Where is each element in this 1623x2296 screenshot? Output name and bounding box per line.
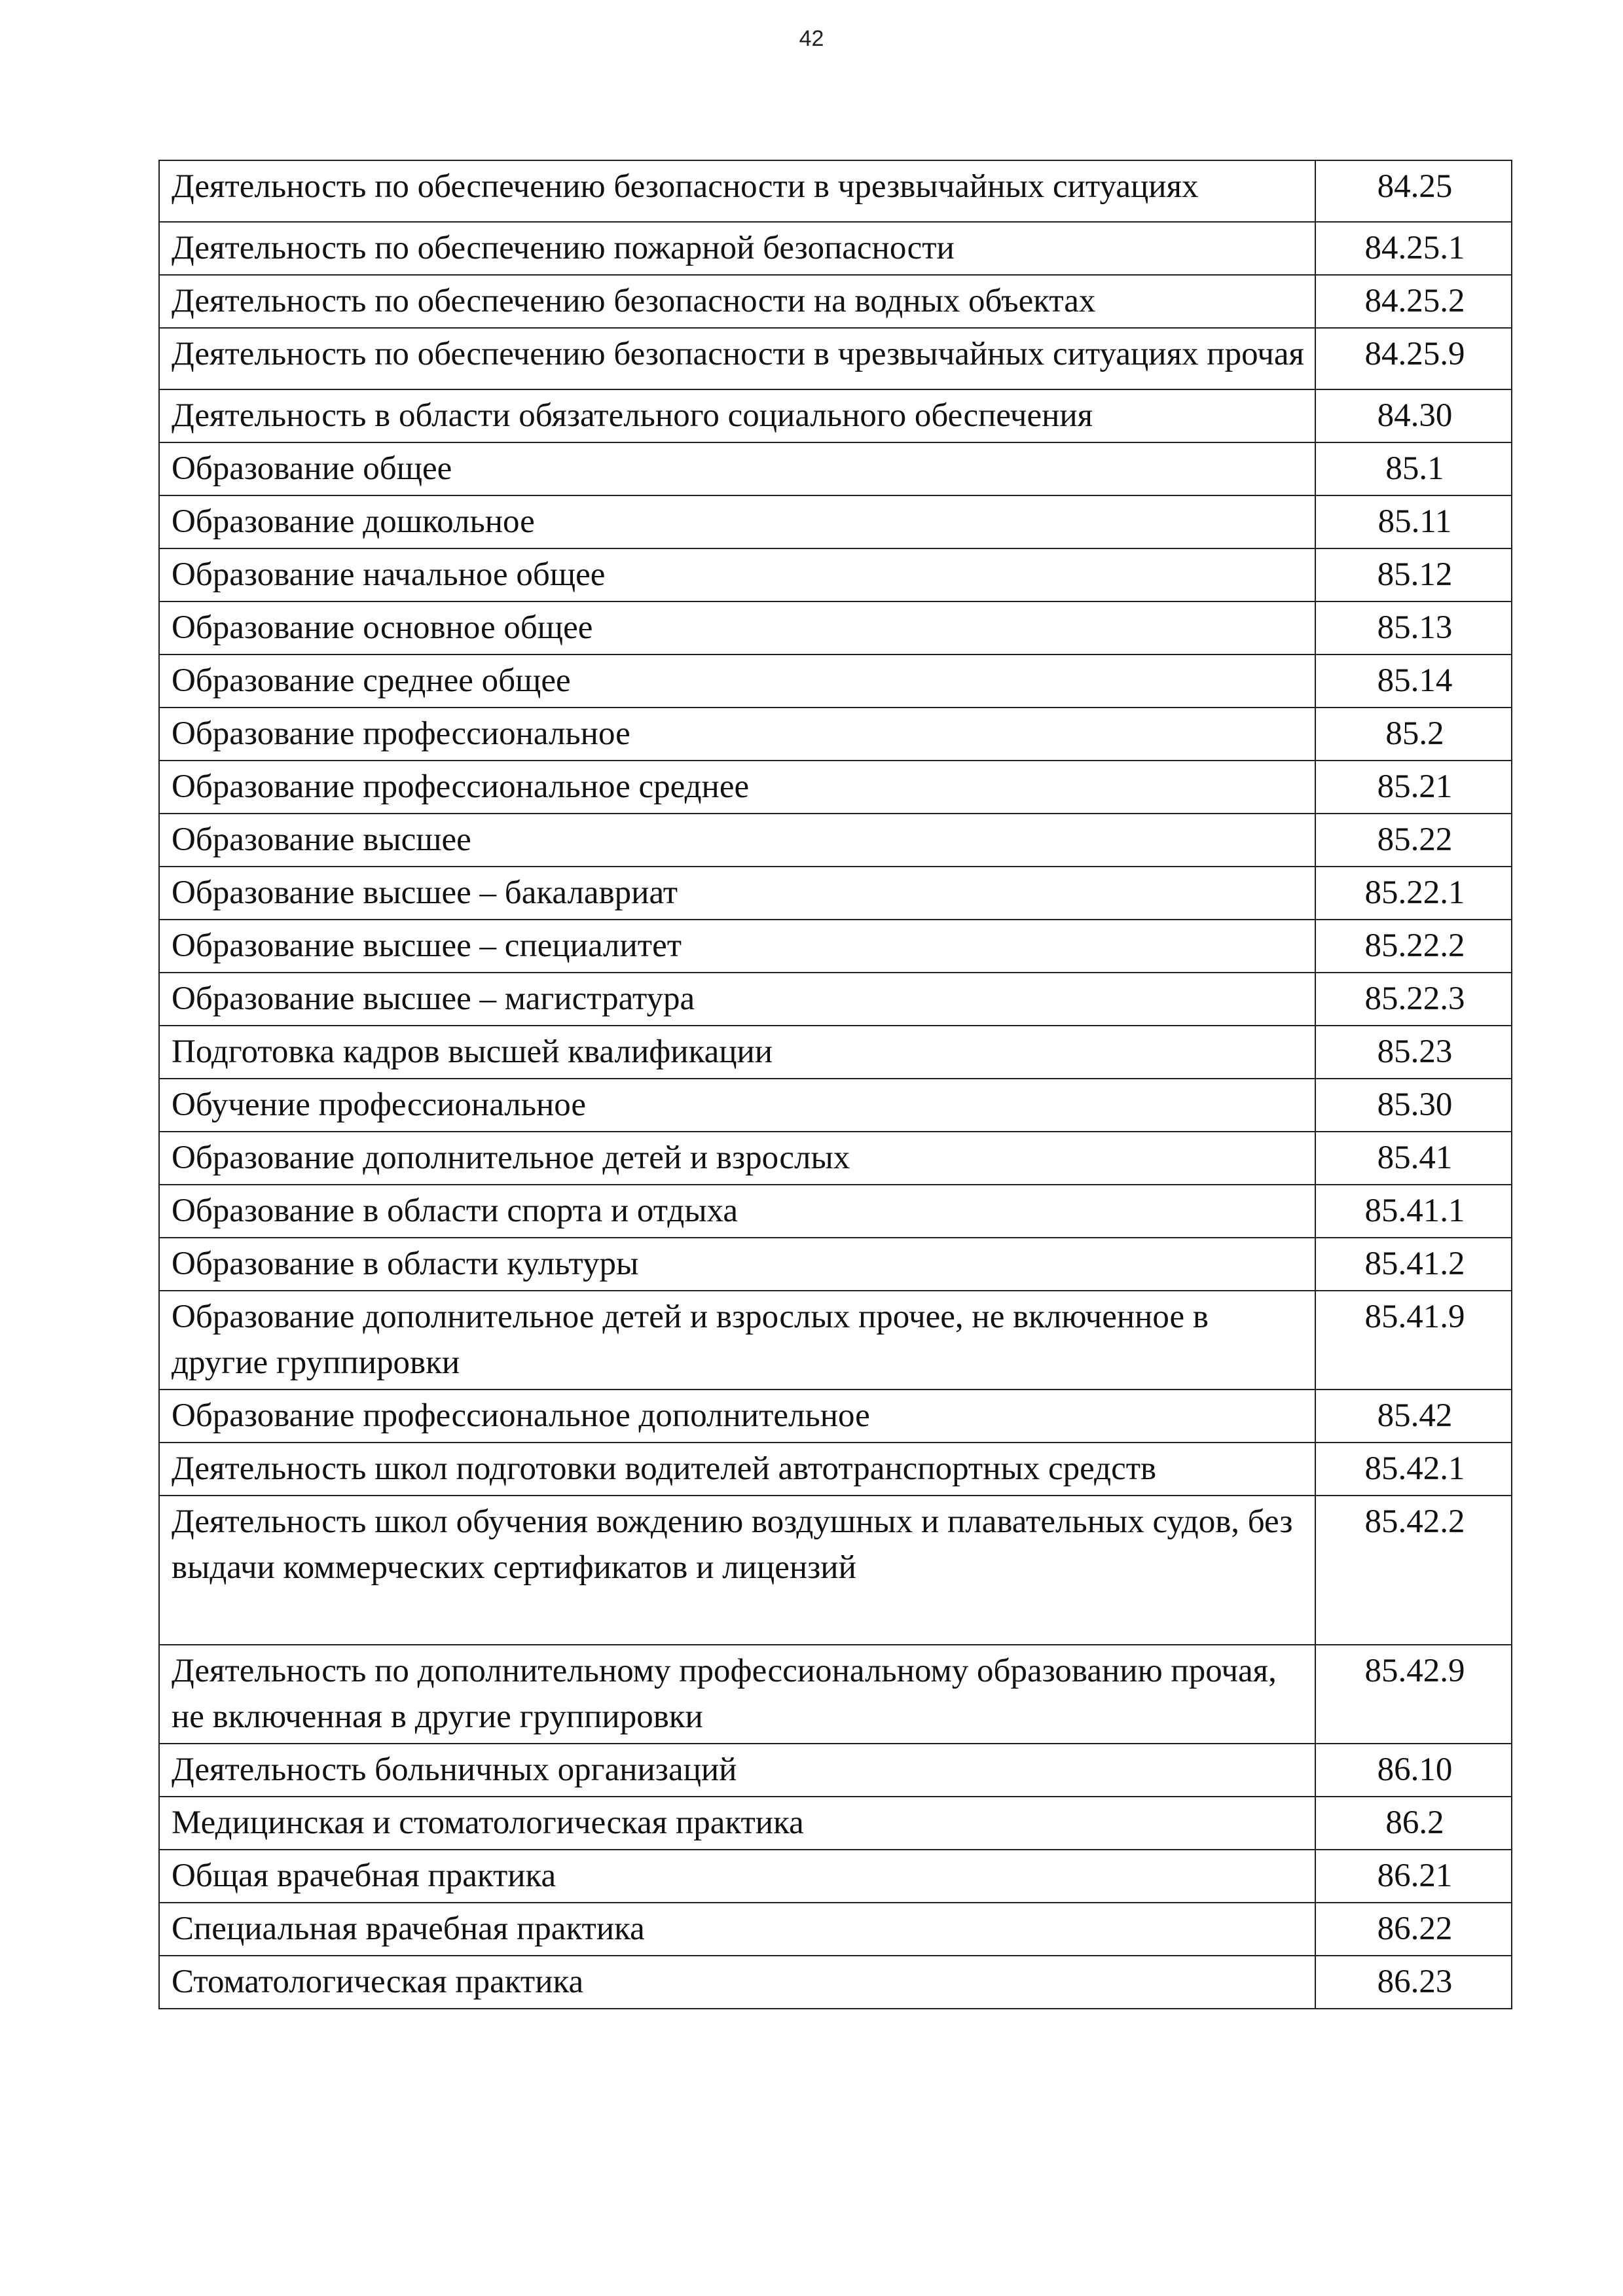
table-row <box>159 1645 1512 1744</box>
activity-name-cell: Стоматологическая практика <box>159 1956 1315 2009</box>
table-row <box>159 1185 1512 1238</box>
activity-code-cell: 85.42.9 <box>1315 1645 1512 1744</box>
activity-code-cell: 85.12 <box>1315 548 1512 601</box>
table-row <box>159 1443 1512 1496</box>
table-row <box>159 1850 1512 1903</box>
page-number: 42 <box>799 26 824 51</box>
activity-name-cell: Подготовка кадров высшей квалификации <box>159 1026 1315 1079</box>
activity-code-cell: 86.21 <box>1315 1850 1512 1903</box>
activity-name-cell: Образование профессиональное <box>159 708 1315 761</box>
table-row <box>159 1744 1512 1797</box>
table-row <box>159 222 1512 275</box>
activity-code-cell: 85.41 <box>1315 1132 1512 1185</box>
activity-code-cell: 84.25.2 <box>1315 275 1512 328</box>
activity-code-cell: 85.2 <box>1315 708 1512 761</box>
activity-code-cell: 85.42 <box>1315 1390 1512 1443</box>
activity-name-cell: Образование среднее общее <box>159 655 1315 708</box>
activity-code-cell: 86.22 <box>1315 1903 1512 1956</box>
activity-name-cell: Образование начальное общее <box>159 548 1315 601</box>
activity-code-cell: 84.30 <box>1315 389 1512 442</box>
table-row <box>159 495 1512 548</box>
activity-code-cell: 85.1 <box>1315 442 1512 495</box>
activity-name-cell: Образование высшее <box>159 814 1315 867</box>
table-row <box>159 389 1512 442</box>
table-row <box>159 973 1512 1026</box>
table-row <box>159 1496 1512 1645</box>
table-row <box>159 1132 1512 1185</box>
activity-code-cell: 85.22.3 <box>1315 973 1512 1026</box>
table-row <box>159 328 1512 389</box>
activity-name-cell: Образование высшее – бакалавриат <box>159 867 1315 920</box>
table-row <box>159 920 1512 973</box>
activity-name-cell: Деятельность в области обязательного социального обеспечения <box>159 389 1315 442</box>
table-body <box>159 160 1512 2009</box>
activity-name-cell: Образование профессиональное среднее <box>159 761 1315 814</box>
table-row <box>159 867 1512 920</box>
activity-name-cell: Образование в области спорта и отдыха <box>159 1185 1315 1238</box>
activity-code-cell: 85.22 <box>1315 814 1512 867</box>
activity-code-cell: 84.25.9 <box>1315 328 1512 389</box>
table-row <box>159 1079 1512 1132</box>
table-row <box>159 548 1512 601</box>
activity-name-cell: Образование высшее – магистратура <box>159 973 1315 1026</box>
activity-name-cell: Деятельность по обеспечению безопасности в чрезвычайных ситуациях <box>159 160 1315 222</box>
activity-name-cell: Медицинская и стоматологическая практика <box>159 1797 1315 1850</box>
table-row <box>159 814 1512 867</box>
activity-name-cell: Деятельность школ обучения вождению воздушных и плавательных судов, без выдачи коммерческих сертификатов и лицензий <box>159 1496 1315 1645</box>
activity-code-cell: 85.41.9 <box>1315 1291 1512 1390</box>
table-row <box>159 761 1512 814</box>
activity-code-cell: 84.25.1 <box>1315 222 1512 275</box>
activity-name-cell: Образование профессиональное дополнительное <box>159 1390 1315 1443</box>
activity-code-cell: 86.10 <box>1315 1744 1512 1797</box>
activity-code-cell: 85.21 <box>1315 761 1512 814</box>
activity-name-cell: Деятельность по дополнительному профессиональному образованию прочая, не включенная в другие группировки <box>159 1645 1315 1744</box>
activity-name-cell: Образование общее <box>159 442 1315 495</box>
activity-code-cell: 84.25 <box>1315 160 1512 222</box>
activity-name-cell: Обучение профессиональное <box>159 1079 1315 1132</box>
table-row <box>159 442 1512 495</box>
activity-code-cell: 85.22.1 <box>1315 867 1512 920</box>
activity-name-cell: Образование основное общее <box>159 601 1315 655</box>
activity-name-cell: Деятельность по обеспечению безопасности на водных объектах <box>159 275 1315 328</box>
activity-name-cell: Общая врачебная практика <box>159 1850 1315 1903</box>
activity-name-cell: Образование в области культуры <box>159 1238 1315 1291</box>
activity-name-cell: Деятельность школ подготовки водителей автотранспортных средств <box>159 1443 1315 1496</box>
activity-code-cell: 85.13 <box>1315 601 1512 655</box>
table-row <box>159 1026 1512 1079</box>
table-row <box>159 1797 1512 1850</box>
activity-name-cell: Образование дополнительное детей и взрослых <box>159 1132 1315 1185</box>
activity-code-cell: 86.23 <box>1315 1956 1512 2009</box>
activity-name-cell: Деятельность больничных организаций <box>159 1744 1315 1797</box>
activity-name-cell: Специальная врачебная практика <box>159 1903 1315 1956</box>
table-row <box>159 1390 1512 1443</box>
table-row <box>159 1956 1512 2009</box>
activity-code-cell: 85.22.2 <box>1315 920 1512 973</box>
activity-code-cell: 85.41.1 <box>1315 1185 1512 1238</box>
table-row <box>159 1291 1512 1390</box>
table-row <box>159 1238 1512 1291</box>
table-row <box>159 275 1512 328</box>
activity-name-cell: Деятельность по обеспечению пожарной безопасности <box>159 222 1315 275</box>
activity-code-cell: 85.42.1 <box>1315 1443 1512 1496</box>
activity-code-cell: 85.11 <box>1315 495 1512 548</box>
table-row <box>159 1903 1512 1956</box>
activity-name-cell: Образование высшее – специалитет <box>159 920 1315 973</box>
table-row <box>159 708 1512 761</box>
activity-name-cell: Образование дошкольное <box>159 495 1315 548</box>
activity-code-cell: 85.42.2 <box>1315 1496 1512 1645</box>
okved-codes-table <box>158 160 1512 2009</box>
activity-code-cell: 86.2 <box>1315 1797 1512 1850</box>
activity-code-cell: 85.30 <box>1315 1079 1512 1132</box>
activity-code-cell: 85.23 <box>1315 1026 1512 1079</box>
activity-name-cell: Деятельность по обеспечению безопасности в чрезвычайных ситуациях прочая <box>159 328 1315 389</box>
table-row <box>159 655 1512 708</box>
table-row <box>159 160 1512 222</box>
table-row <box>159 601 1512 655</box>
activity-code-cell: 85.14 <box>1315 655 1512 708</box>
activity-name-cell: Образование дополнительное детей и взрослых прочее, не включенное в другие группировки <box>159 1291 1315 1390</box>
activity-code-cell: 85.41.2 <box>1315 1238 1512 1291</box>
